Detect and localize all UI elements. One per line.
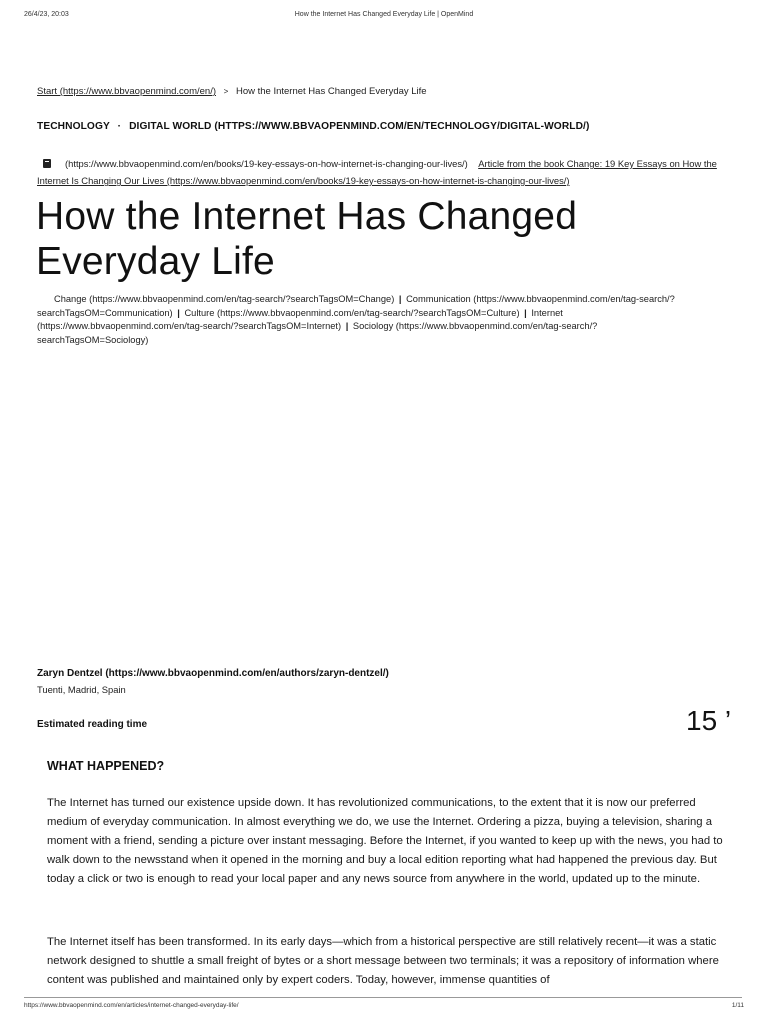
tag-list xyxy=(37,293,697,347)
article-title: How the Internet Has Changed Everyday Life xyxy=(36,195,578,283)
print-page-title: How the Internet Has Changed Everyday Life | OpenMind xyxy=(294,11,474,18)
tag-culture-link[interactable]: Culture (https://www.bbvaopenmind.com/en/tag-search/?searchTagsOM=Culture) xyxy=(184,307,520,318)
footer-divider xyxy=(24,997,742,998)
print-page-number: 1/11 xyxy=(731,1002,744,1009)
book-link[interactable]: (https://www.bbvaopenmind.com/en/books/19-key-essays-on-how-internet-is-changing-our-lives/) xyxy=(65,158,468,169)
tag-sociology-link[interactable]: Sociology (https://www.bbvaopenmind.com/en/tag-search/?searchTagsOM=Sociology) xyxy=(37,321,598,345)
author-link[interactable]: Zaryn Dentzel (https://www.bbvaopenmind.com/en/authors/zaryn-dentzel/) xyxy=(37,668,389,679)
category-digital-world-link[interactable]: DIGITAL WORLD (HTTPS://WWW.BBVAOPENMIND.COM/EN/TECHNOLOGY/DIGITAL-WORLD/) xyxy=(129,121,590,132)
article-paragraph: The Internet has turned our existence upside down. It has revolutionized communications, to the extent that it is now our preferred medium of everyday communication. In almost everything we do, we use the Internet. Ordering a pizza, buying a television, sharing a moment with a friend, sending a picture over instant messaging. Before the Internet, if you wanted to keep up with the news, you had to walk down to the newsstand when it opened in the morning and buy a local edition reporting what had happened the previous day. But today a click or two is enough to read your local paper and any news source from anywhere in the world, updated up to the minute. xyxy=(47,797,723,885)
tag-internet-link[interactable]: Internet (https://www.bbvaopenmind.com/en/tag-search/?searchTagsOM=Internet) xyxy=(37,307,563,331)
tag-separator: | xyxy=(524,307,527,318)
breadcrumb-separator: > xyxy=(223,87,229,96)
reading-time-value: 15 ’ xyxy=(686,705,732,736)
book-reference xyxy=(37,155,731,189)
reading-time-label: Estimated reading time xyxy=(37,719,148,730)
print-date: 26/4/23, 20:03 xyxy=(24,11,69,18)
author-location: Tuenti, Madrid, Spain xyxy=(37,684,126,695)
article-paragraph: The Internet itself has been transformed. In its early days—which from a historical perspective are still relatively recent—it was a static network designed to shuttle a small freight of bytes or a short message between two terminals; it was a repository of information where content was published and maintained only by expert coders. Today, however, immense quantities of xyxy=(47,936,719,986)
category-line xyxy=(37,121,589,132)
tag-change-link[interactable]: Change (https://www.bbvaopenmind.com/en/tag-search/?searchTagsOM=Change) xyxy=(54,294,395,304)
tag-separator: | xyxy=(177,307,180,318)
tag-separator: | xyxy=(345,321,349,331)
print-footer-url: https://www.bbvaopenmind.com/en/articles/internet-changed-everyday-life/ xyxy=(24,1002,239,1009)
book-article-link[interactable]: Article from the book Change: 19 Key Essays on How the Internet Is Changing Our Lives (https://www.bbvaopenmind.com/en/books/19-key-essays-on-how-internet-is-changing-our-lives/) xyxy=(37,158,717,186)
category-technology-link[interactable]: TECHNOLOGY xyxy=(37,121,110,132)
book-icon xyxy=(43,159,51,168)
breadcrumb-start-link[interactable]: Start (https://www.bbvaopenmind.com/en/) xyxy=(37,86,216,97)
category-separator: · xyxy=(117,121,122,132)
breadcrumb xyxy=(37,86,427,97)
print-header xyxy=(0,11,768,23)
tag-separator: | xyxy=(398,294,402,304)
section-heading: WHAT HAPPENED? xyxy=(47,759,165,773)
breadcrumb-current: How the Internet Has Changed Everyday Life xyxy=(235,86,427,97)
tag-communication-link[interactable]: Communication (https://www.bbvaopenmind.com/en/tag-search/?searchTagsOM=Communication) xyxy=(37,294,675,318)
